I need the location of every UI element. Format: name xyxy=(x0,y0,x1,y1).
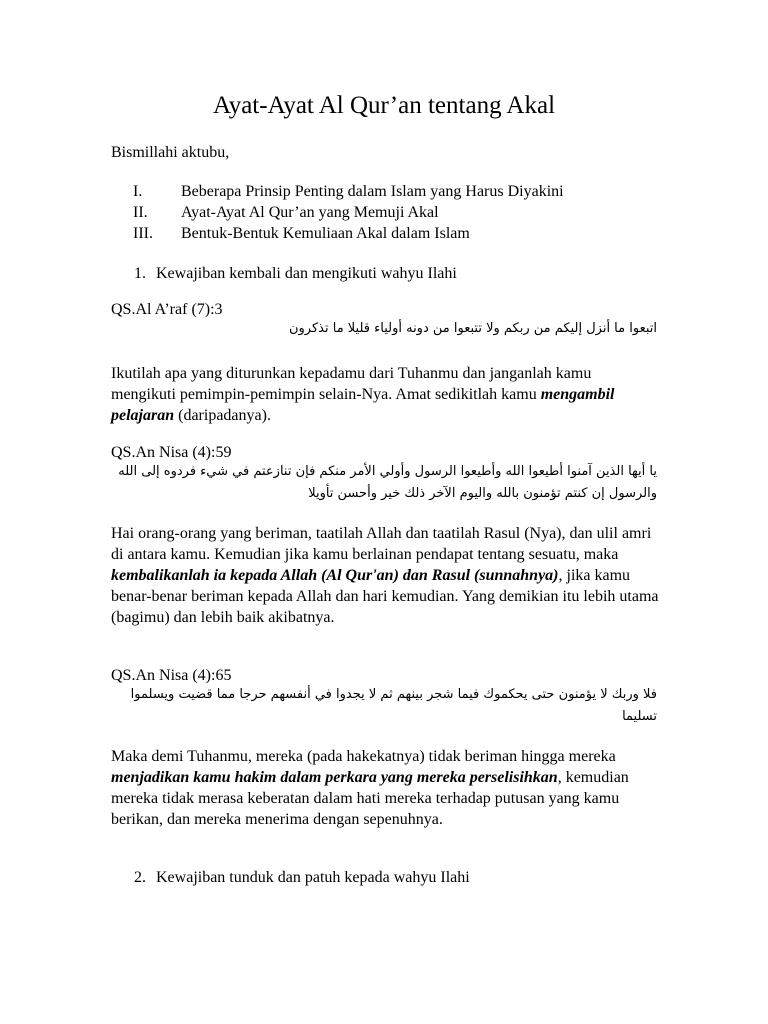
verse-reference: QS.Al A’raf (7):3 xyxy=(111,301,223,318)
toc-item-number: II. xyxy=(133,204,148,221)
section-heading xyxy=(134,867,470,888)
toc-item-label: Bentuk-Bentuk Kemuliaan Akal dalam Islam xyxy=(181,225,470,242)
arabic-verse: يا أيها الذين آمنوا أطيعوا الله وأطيعوا الرسول وأولي الأمر منكم فإن تنازعتم في شيء فردوه إلى الله والرسول إن كنتم تؤمنون بالله واليوم الآخر ذلك خير وأحسن تأويلا xyxy=(118,464,657,501)
verse-translation xyxy=(111,746,659,830)
toc-item xyxy=(133,223,564,244)
translation-emphasis: mengambil pelajaran xyxy=(111,386,615,424)
translation-text: , kemudian mereka tidak merasa keberatan dalam hati mereka terhadap putusan yang kamu berikan, dan mereka menerima dengan sepenuhnya. xyxy=(111,769,629,828)
section-number: 1. xyxy=(134,265,146,282)
section-heading xyxy=(134,263,457,284)
translation-text: (daripadanya). xyxy=(174,407,271,424)
section-title: Kewajiban tunduk dan patuh kepada wahyu Ilahi xyxy=(156,869,470,886)
toc-item-number: I. xyxy=(133,183,143,200)
section-number: 2. xyxy=(134,869,146,886)
translation-text: Hai orang-orang yang beriman, taatilah Allah dan taatilah Rasul (Nya), dan ulil amri di antara kamu. Kemudian jika kamu berlainan pendapat tentang sesuatu, maka xyxy=(111,525,652,563)
section-title: Kewajiban kembali dan mengikuti wahyu Ilahi xyxy=(156,265,457,282)
verse-translation xyxy=(111,523,659,628)
translation-text: Maka demi Tuhanmu, mereka (pada hakekatnya) tidak beriman hingga mereka xyxy=(111,748,616,765)
page-title: Ayat-Ayat Al Qur’an tentang Akal xyxy=(212,92,556,119)
arabic-verse: اتبعوا ما أنزل إليكم من ربكم ولا تتبعوا من دونه أولياء قليلا ما تذكرون xyxy=(288,321,657,336)
translation-emphasis: kembalikanlah ia kepada Allah (Al Qur'an) dan Rasul (sunnahnya) xyxy=(111,567,559,584)
arabic-verse: فلا وربك لا يؤمنون حتى يحكموك فيما شجر بينهم ثم لا يجدوا في أنفسهم حرجا مما قضيت ويسلموا تسليما xyxy=(130,687,657,724)
translation-text: Ikutilah apa yang diturunkan kepadamu dari Tuhanmu dan janganlah kamu mengikuti pemimpin-pemimpin selain-Nya. Amat sedikitlah kamu xyxy=(111,365,592,403)
verse-reference: QS.An Nisa (4):65 xyxy=(111,667,232,684)
verse-translation xyxy=(111,363,659,426)
toc-item xyxy=(133,181,564,202)
toc-item xyxy=(133,202,564,223)
toc-item-label: Beberapa Prinsip Penting dalam Islam yang Harus Diyakini xyxy=(181,183,564,200)
table-of-contents xyxy=(133,181,564,244)
toc-item-label: Ayat-Ayat Al Qur’an yang Memuji Akal xyxy=(181,204,439,221)
verse-reference: QS.An Nisa (4):59 xyxy=(111,444,232,461)
translation-text: , jika kamu benar-benar beriman kepada Allah dan hari kemudian. Yang demikian itu lebih utama (bagimu) dan lebih baik akibatnya. xyxy=(111,567,659,626)
toc-item-number: III. xyxy=(133,225,153,242)
translation-emphasis: menjadikan kamu hakim dalam perkara yang mereka perselisihkan xyxy=(111,769,558,786)
greeting-text: Bismillahi aktubu, xyxy=(111,144,230,161)
